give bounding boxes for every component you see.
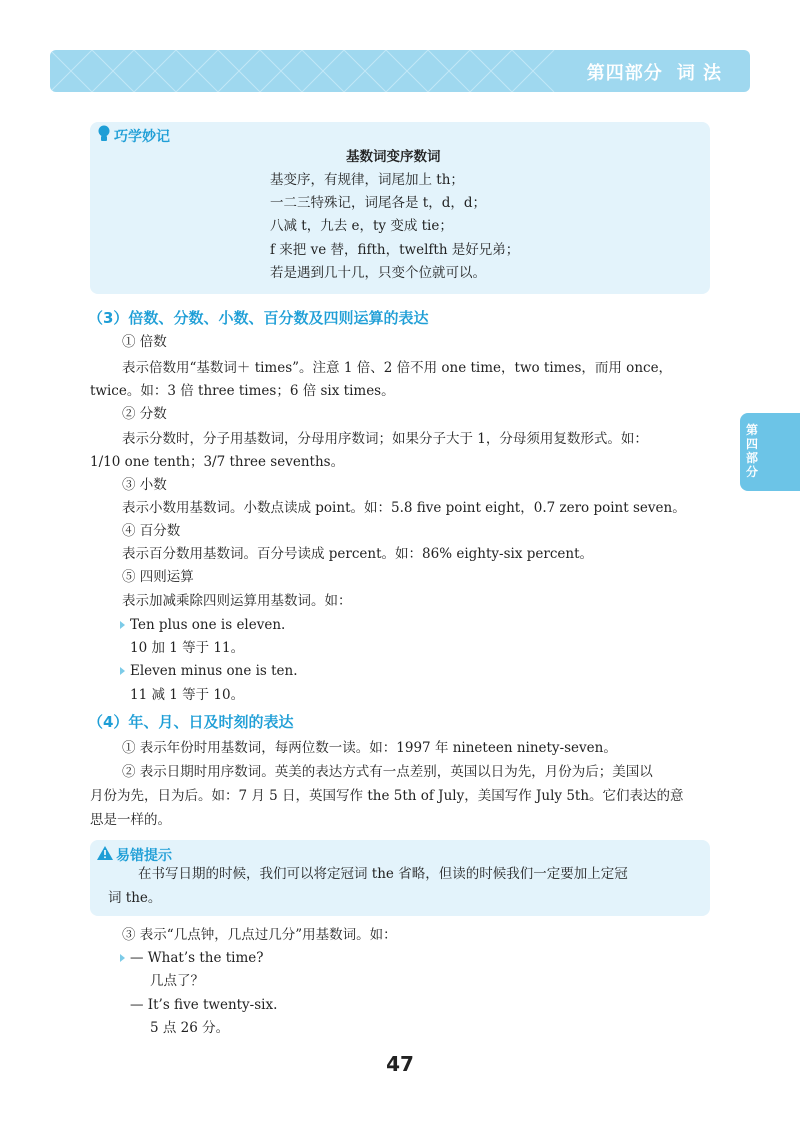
tip-line-5: 若是遇到几十几，只变个位就可以。 (270, 265, 486, 281)
warning-icon (97, 846, 113, 860)
warning-line-1: 在书写日期的时候，我们可以将定冠词 the 省略，但读的时候我们一定要加上定冠 (138, 866, 628, 882)
tip-box-title: 基数词变序数词 (346, 149, 441, 165)
date-line-1: ② 表示日期时用序数词。英美的表达方式有一点差别，英国以日为先，月份为后；美国以 (122, 764, 653, 780)
dialog-2-en: — It’s five twenty-six. (130, 997, 278, 1013)
dialog-1-cn: 几点了？ (150, 973, 204, 989)
header-part: 第四部分 (586, 63, 663, 84)
tip-box-label: 巧学妙记 (114, 129, 170, 145)
bullet-arrow-icon (120, 621, 125, 629)
warning-line-2: 词 the。 (108, 890, 162, 906)
example-1-en: Ten plus one is eleven. (130, 617, 286, 633)
multiple-line-1: 表示倍数用“基数词＋ times”。注意 1 倍、2 倍不用 one time，two times，而用 once， (122, 360, 673, 376)
side-tab-label: 第四部分 (746, 423, 759, 479)
side-tab (740, 413, 800, 491)
lightbulb-icon (97, 125, 111, 143)
example-2-en: Eleven minus one is ten. (130, 663, 298, 679)
date-line-3: 思是一样的。 (90, 812, 171, 828)
tip-line-2: 一二三特殊记，词尾各是 t，d，d； (270, 195, 486, 211)
arithmetic-title: ⑤ 四则运算 (122, 569, 194, 585)
header-topic: 词 法 (676, 63, 722, 84)
tip-line-1: 基变序，有规律，词尾加上 th； (270, 172, 464, 188)
bullet-arrow-icon (120, 954, 125, 962)
section4-heading: （4）年、月、日及时刻的表达 (88, 713, 294, 731)
time-line: ③ 表示“几点钟，几点过几分”用基数词。如： (122, 927, 397, 943)
arithmetic-line-1: 表示加减乘除四则运算用基数词。如： (122, 593, 352, 609)
dialog-2-cn: 5 点 26 分。 (150, 1020, 230, 1036)
decimal-line-1: 表示小数用基数词。小数点读成 point。如：5.8 five point eight，0.7 zero point seven。 (122, 500, 686, 516)
bullet-arrow-icon (120, 667, 125, 675)
multiple-title: ① 倍数 (122, 334, 167, 350)
tip-line-4: f 来把 ve 替，fifth，twelfth 是好兄弟； (270, 242, 520, 258)
section3-heading: （3）倍数、分数、小数、百分数及四则运算的表达 (88, 309, 429, 327)
decimal-title: ③ 小数 (122, 477, 167, 493)
percent-title: ④ 百分数 (122, 523, 181, 539)
percent-line-1: 表示百分数用基数词。百分号读成 percent。如：86% eighty-six percent。 (122, 546, 594, 562)
header-band (50, 50, 750, 92)
fraction-line-1: 表示分数时，分子用基数词，分母用序数词；如果分子大于 1，分母须用复数形式。如： (122, 431, 648, 447)
fraction-line-2: 1/10 one tenth；3/7 three sevenths。 (90, 454, 345, 470)
page-number: 47 (386, 1052, 414, 1076)
example-1-cn: 10 加 1 等于 11。 (130, 640, 245, 656)
year-line: ① 表示年份时用基数词，每两位数一读。如：1997 年 nineteen ninety-seven。 (122, 740, 617, 756)
multiple-line-2: twice。如：3 倍 three times；6 倍 six times。 (90, 383, 395, 399)
dialog-1-en: — What’s the time? (130, 950, 264, 966)
fraction-title: ② 分数 (122, 406, 167, 422)
date-line-2: 月份为先，日为后。如：7 月 5 日，英国写作 the 5th of July，美国写作 July 5th。它们表达的意 (90, 788, 684, 804)
tip-line-3: 八减 t，九去 e，ty 变成 tie； (270, 218, 453, 234)
example-2-cn: 11 减 1 等于 10。 (130, 687, 245, 703)
header-title (587, 59, 722, 85)
warning-box-label: 易错提示 (116, 848, 172, 864)
